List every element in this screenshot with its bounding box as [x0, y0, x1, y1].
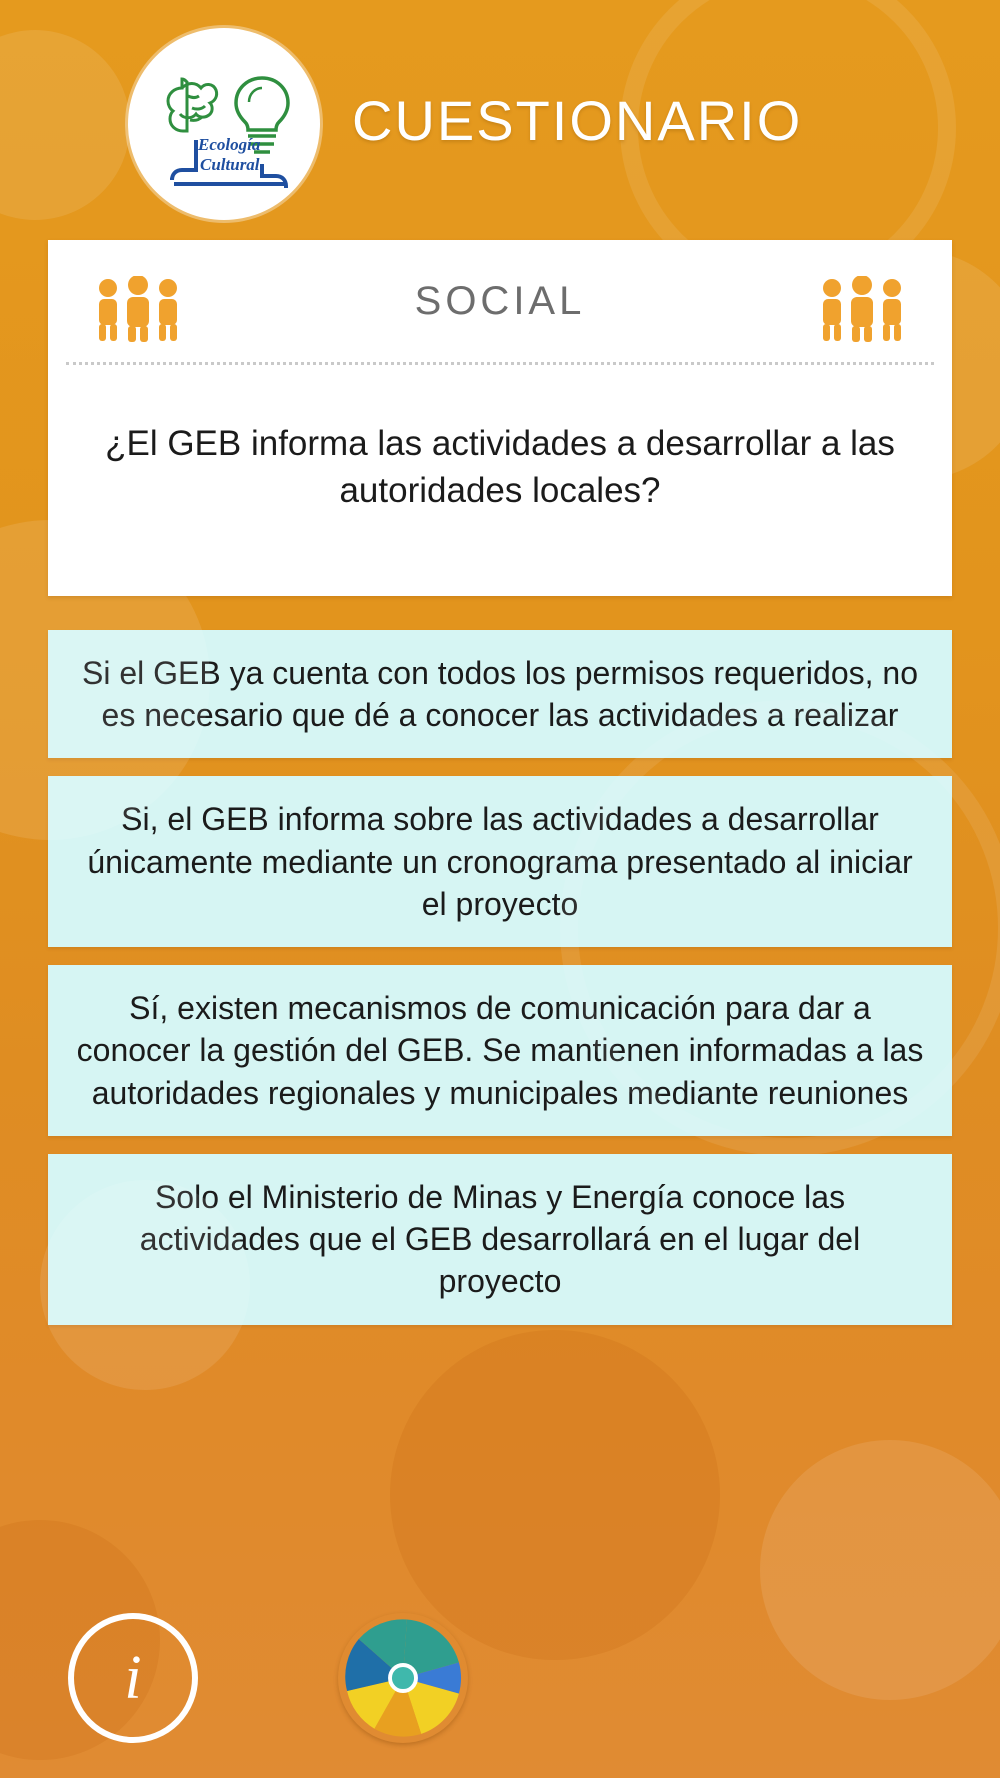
svg-text:Cultural: Cultural: [200, 155, 260, 174]
category-title: SOCIAL: [414, 278, 586, 323]
app-header: [0, 0, 1000, 228]
answer-list: [48, 630, 952, 1325]
info-button[interactable]: [68, 1613, 198, 1743]
answer-option-a[interactable]: Si el GEB ya cuenta con todos los permisos requeridos, no es necesario que dé a conocer las actividades a realizar: [48, 630, 952, 758]
answer-option-d[interactable]: Solo el Ministerio de Minas y Energía conoce las actividades que el GEB desarrollará en el lugar del proyecto: [48, 1154, 952, 1325]
app-logo: [128, 28, 320, 220]
footer-bar: [0, 1578, 1000, 1778]
question-text: ¿El GEB informa las actividades a desarrollar a las autoridades locales?: [105, 424, 895, 510]
people-icon: [816, 276, 908, 342]
color-wheel-icon: [338, 1613, 468, 1743]
question-card: [48, 240, 952, 596]
answer-option-c[interactable]: Sí, existen mecanismos de comunicación para dar a conocer la gestión del GEB. Se mantienen informadas a las autoridades regionales y municipales mediante reuniones: [48, 965, 952, 1136]
answer-option-b[interactable]: Si, el GEB informa sobre las actividades a desarrollar únicamente mediante un cronograma presentado al iniciar el proyecto: [48, 776, 952, 947]
color-wheel-button[interactable]: [338, 1613, 468, 1743]
people-icon: [92, 276, 184, 342]
info-icon: i: [124, 1643, 142, 1712]
page-title: CUESTIONARIO: [352, 89, 803, 152]
question-card-header: [48, 240, 952, 362]
svg-text:Ecología: Ecología: [198, 135, 261, 154]
brain-lightbulb-icon: [144, 44, 304, 204]
